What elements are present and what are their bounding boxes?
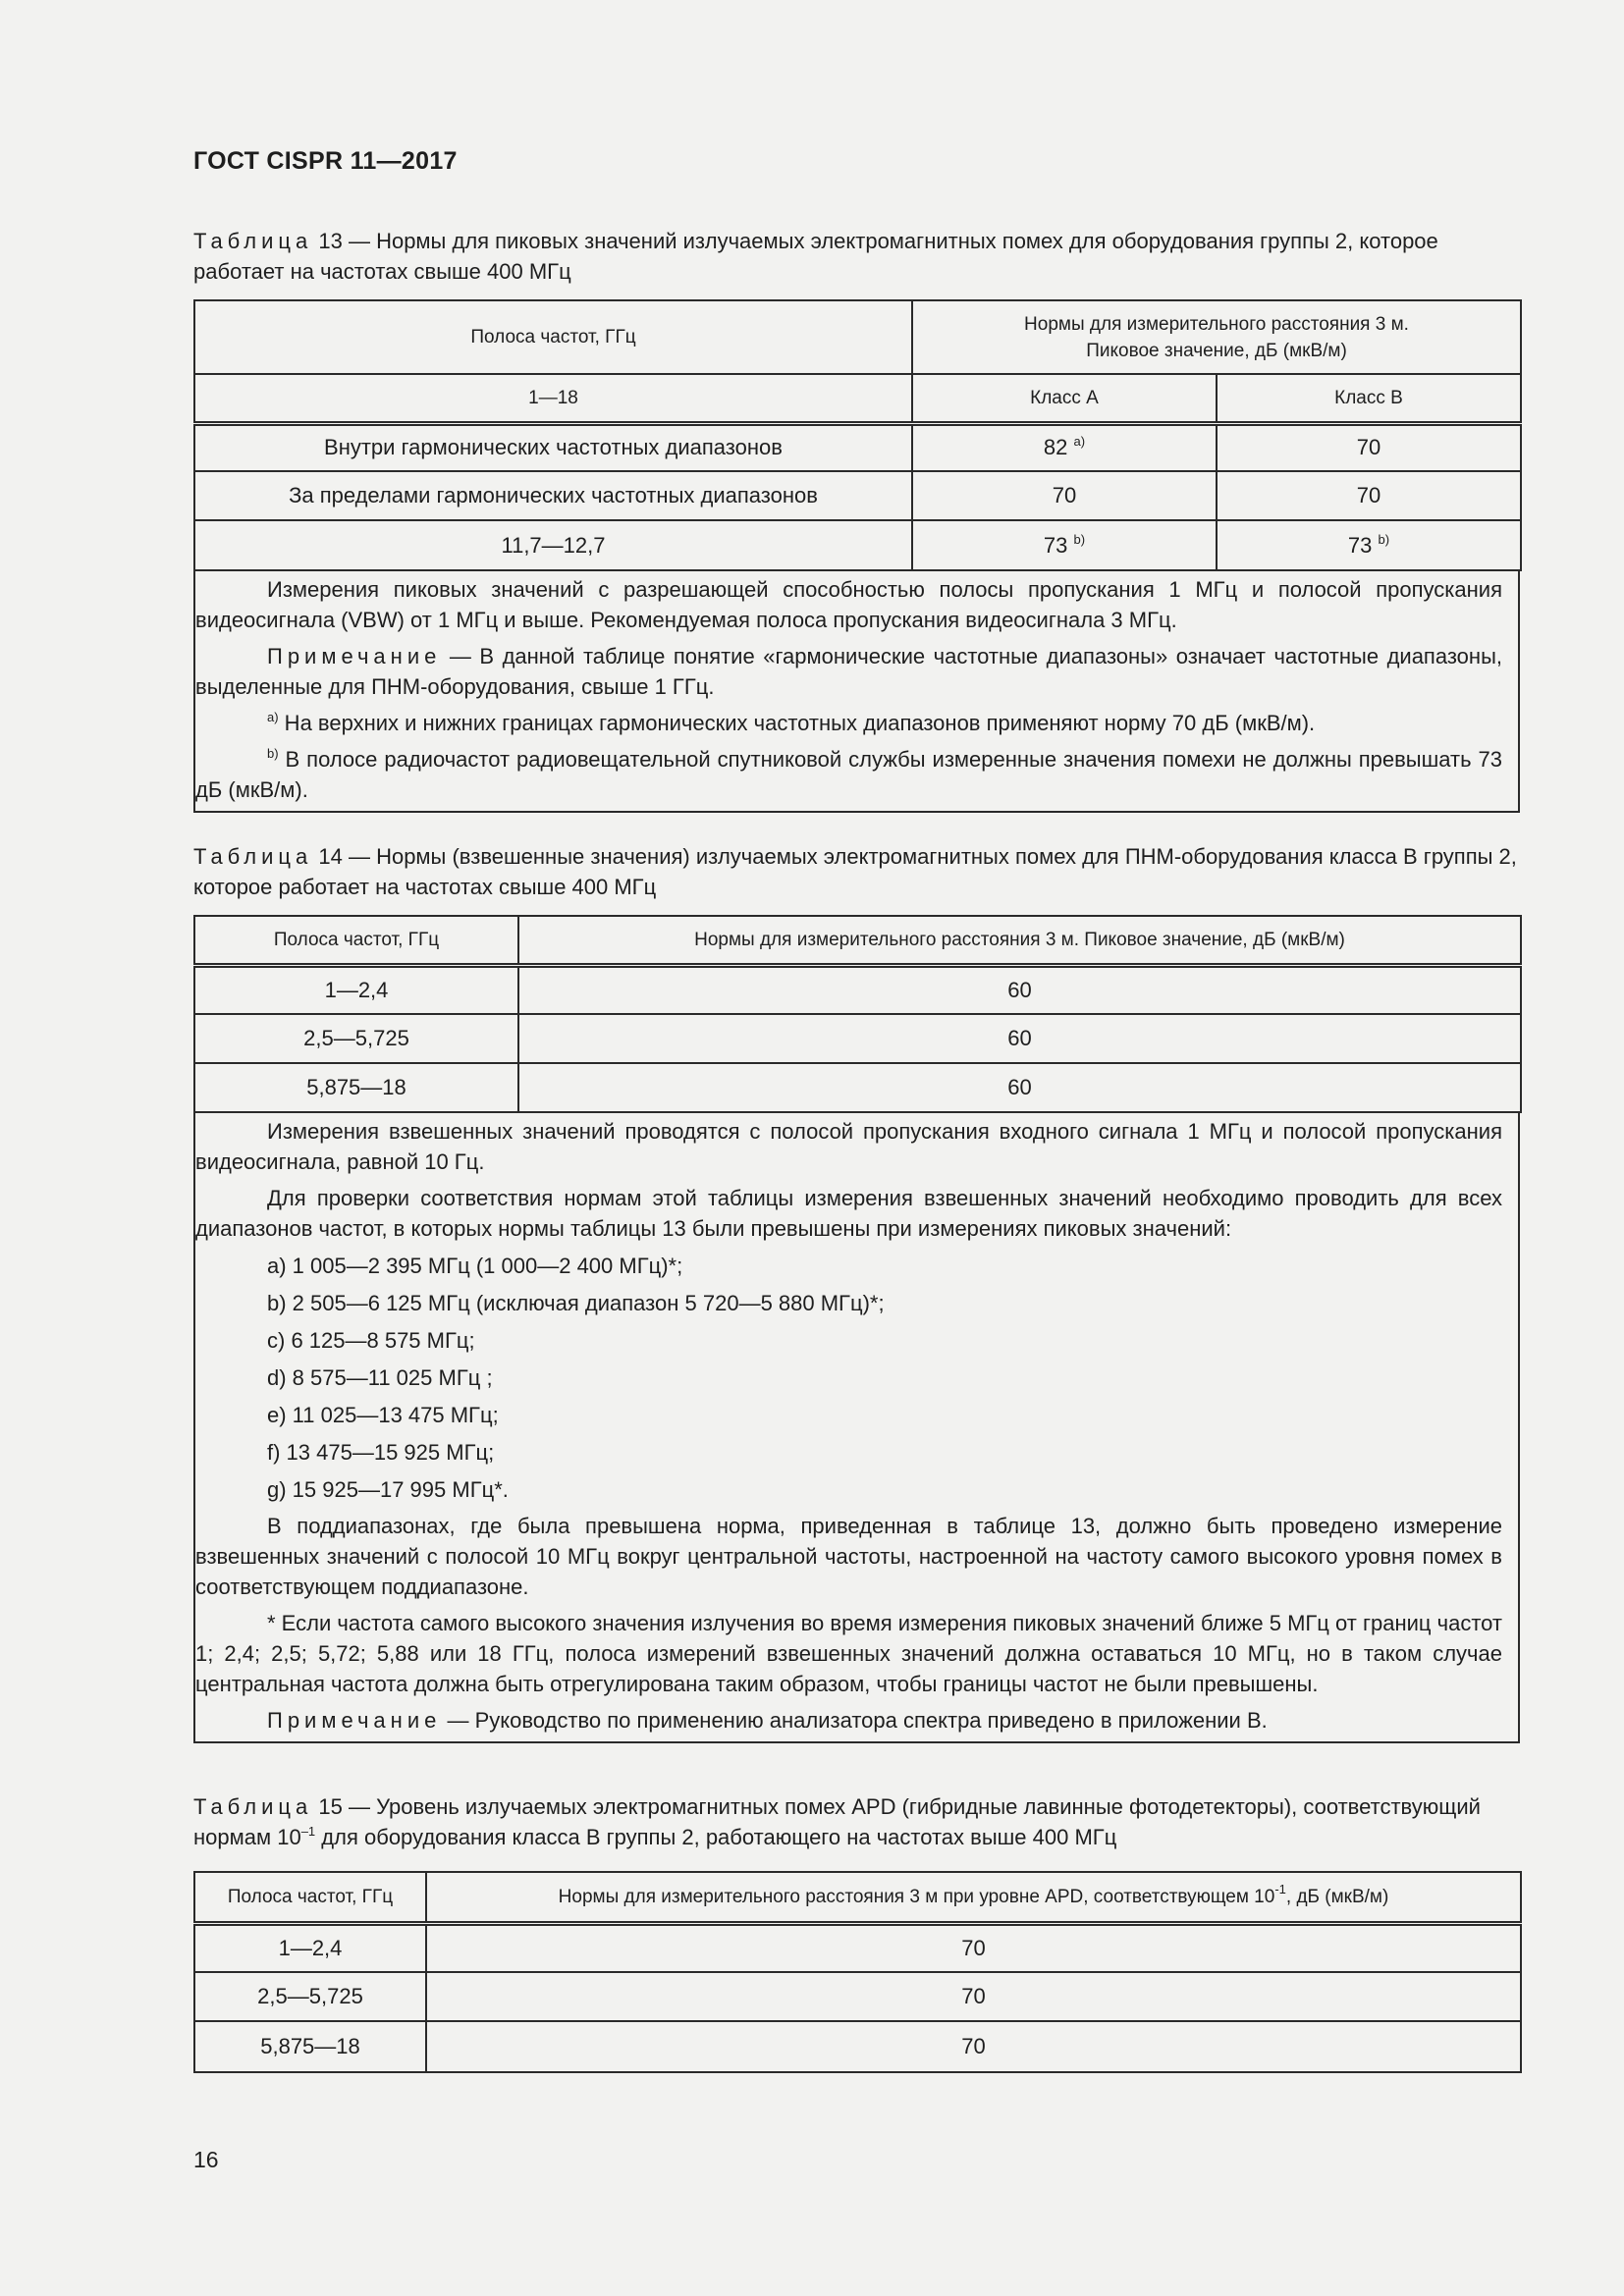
- cell-value: 82: [1043, 435, 1068, 460]
- table-13-class-b: Класс В: [1217, 374, 1521, 423]
- table-15-caption-lead: Таблица: [193, 1794, 313, 1819]
- table-row: [194, 1014, 1521, 1063]
- cell-value: 73: [1347, 532, 1373, 558]
- table-15: [193, 1871, 1522, 2073]
- header-text: Нормы для измерительного расстояния 3 м при уровне APD, соответствующем 10: [558, 1886, 1275, 1907]
- table-14-caption-lead: Таблица: [193, 844, 313, 869]
- table-15-col2-header: [426, 1872, 1521, 1923]
- header-exponent: -1: [1274, 1881, 1286, 1896]
- table-cell-band: 5,875—18: [194, 1063, 518, 1112]
- footnote-mark: b): [267, 746, 279, 761]
- table-13-caption-text: 13 — Нормы для пиковых значений излучаемых электромагнитных помех для оборудования группы 2, которое работает на частотах свыше 400 МГц: [193, 229, 1438, 284]
- table-13-footnote-b: [195, 744, 1502, 805]
- footnote-ref: b): [1378, 531, 1390, 547]
- footnote-text: На верхних и нижних границах гармонических частотных диапазонов применяют норму 70 дБ (мкВ/м).: [278, 711, 1316, 735]
- cell-value: 70: [1356, 435, 1381, 460]
- table-cell-band: 2,5—5,725: [194, 1972, 426, 2021]
- table-13-footnote-a: [195, 708, 1502, 738]
- table-15-caption-text-1: 15 — Уровень излучаемых электромагнитных помех APD (гибридные лавинные фотодетекторы), соответствующий нормам 10: [193, 1794, 1481, 1849]
- table-cell-value: 70: [426, 2021, 1521, 2072]
- table-14-footnote-star: * Если частота самого высокого значения излучения во время измерения пиковых значений ближе 5 МГц от границ частот 1; 2,4; 2,5; 5,72; 5,88 или 18 ГГц, полоса измерений взвешенных значений должна оставаться 10 МГц, но в таком случае центральная частота должна быть отрегулирована таким образом, чтобы границы частот не были превышены.: [195, 1611, 1502, 1696]
- table-cell-value: 70: [426, 1972, 1521, 2021]
- table-cell-label: За пределами гармонических частотных диапазонов: [194, 471, 912, 520]
- footnote-mark: a): [267, 710, 279, 724]
- table-cell-class-b: [1217, 423, 1521, 471]
- table-14-note: [195, 1705, 1502, 1735]
- table-cell-band: 1—2,4: [194, 1923, 426, 1972]
- table-cell-class-a: [912, 471, 1217, 520]
- table-14-note-check: Для проверки соответствия нормам этой таблицы измерения взвешенных значений необходимо проводить для всех диапазонов частот, в которых нормы таблицы 13 были превышены при измерениях пиковых значений:: [195, 1186, 1502, 1241]
- table-cell-class-a: [912, 423, 1217, 471]
- table-14-caption-text: 14 — Нормы (взвешенные значения) излучаемых электромагнитных помех для ПНМ-оборудования класса В группы 2, которое работает на частотах свыше 400 МГц: [193, 844, 1517, 899]
- table-cell-band: 2,5—5,725: [194, 1014, 518, 1063]
- table-cell-band: 1—2,4: [194, 965, 518, 1014]
- list-item: f) 13 475—15 925 МГц;: [267, 1440, 495, 1465]
- note-label: Примечание: [267, 644, 442, 668]
- table-row: [194, 965, 1521, 1014]
- table-15-caption-text-2: для оборудования класса В группы 2, работающего на частотах выше 400 МГц: [315, 1825, 1117, 1849]
- table-13-note: [195, 641, 1502, 702]
- page-number: 16: [193, 2147, 219, 2172]
- list-item: e) 11 025—13 475 МГц;: [267, 1403, 499, 1427]
- list-item: d) 8 575—11 025 МГц ;: [267, 1365, 493, 1390]
- table-13-col2-header: [912, 300, 1521, 374]
- table-15-header-row: [194, 1872, 1521, 1923]
- table-13-class-a: Класс А: [912, 374, 1217, 423]
- table-14-notes: [193, 1111, 1520, 1743]
- footnote-ref: b): [1073, 531, 1086, 547]
- table-cell-value: 60: [518, 965, 1521, 1014]
- table-13-caption: [193, 226, 1519, 287]
- table-14-col1-header: Полоса частот, ГГц: [194, 916, 518, 965]
- footnote-text: В полосе радиочастот радиовещательной спутниковой службы измеренные значения помехи не должны превышать 73 дБ (мкВ/м).: [195, 747, 1502, 802]
- list-item: a) 1 005—2 395 МГц (1 000—2 400 МГц)*;: [267, 1254, 683, 1278]
- table-row: [194, 423, 1521, 471]
- table-13-caption-lead: Таблица: [193, 229, 313, 253]
- table-13-header-row: [194, 300, 1521, 374]
- table-15-caption: [193, 1791, 1519, 1852]
- table-cell-value: 70: [426, 1923, 1521, 1972]
- list-item: b) 2 505—6 125 МГц (исключая диапазон 5 720—5 880 МГц)*;: [267, 1291, 885, 1315]
- table-13-notes: [193, 569, 1520, 813]
- table-14-caption: [193, 841, 1519, 902]
- table-cell-class-a: [912, 520, 1217, 570]
- table-cell-class-b: [1217, 520, 1521, 570]
- table-row: [194, 1923, 1521, 1972]
- table-13-col2-header-line1: Нормы для измерительного расстояния 3 м.: [1024, 313, 1409, 335]
- table-row: [194, 2021, 1521, 2072]
- table-13-subheader-row: [194, 374, 1521, 423]
- cell-value: 70: [1052, 483, 1077, 507]
- document-header: ГОСТ CISPR 11—2017: [193, 147, 458, 175]
- table-15-caption-exponent: –1: [300, 1824, 316, 1839]
- cell-value: 70: [1356, 483, 1381, 507]
- list-item: c) 6 125—8 575 МГц;: [267, 1328, 475, 1353]
- table-row: [194, 471, 1521, 520]
- table-14-col2-header: Нормы для измерительного расстояния 3 м. Пиковое значение, дБ (мкВ/м): [518, 916, 1521, 965]
- table-14-note-measurement: Измерения взвешенных значений проводятся с полосой пропускания входного сигнала 1 МГц и полосой пропускания видеосигнала, равной 10 Гц.: [195, 1119, 1502, 1174]
- cell-value: 73: [1043, 532, 1068, 558]
- table-cell-class-b: [1217, 471, 1521, 520]
- table-15-col1-header: Полоса частот, ГГц: [194, 1872, 426, 1923]
- header-text: , дБ (мкВ/м): [1285, 1886, 1389, 1907]
- table-13-col1-header: Полоса частот, ГГц: [194, 300, 912, 374]
- table-cell-value: 60: [518, 1063, 1521, 1112]
- note-text: — Руководство по применению анализатора спектра приведено в приложении В.: [441, 1708, 1268, 1733]
- table-row: [194, 520, 1521, 570]
- table-13: [193, 299, 1522, 571]
- table-14-note-subranges: В поддиапазонах, где была превышена норма, приведенная в таблице 13, должно быть проведено измерение взвешенных значений с полосой 10 МГц вокруг центральной частоты, настроенной на частоту самого высокого уровня помех в соответствующем поддиапазоне.: [195, 1514, 1502, 1599]
- table-13-col2-header-line2: Пиковое значение, дБ (мкВ/м): [1086, 340, 1347, 361]
- note-label: Примечание: [267, 1708, 442, 1733]
- table-14-header-row: [194, 916, 1521, 965]
- table-cell-label: 11,7—12,7: [194, 520, 912, 570]
- table-cell-band: 5,875—18: [194, 2021, 426, 2072]
- list-item: g) 15 925—17 995 МГц*.: [267, 1477, 509, 1502]
- table-row: [194, 1063, 1521, 1112]
- table-13-range: 1—18: [194, 374, 912, 423]
- table-cell-label: Внутри гармонических частотных диапазонов: [194, 423, 912, 471]
- table-row: [194, 1972, 1521, 2021]
- table-13-note-measurement: Измерения пиковых значений с разрешающей способностью полосы пропускания 1 МГц и полосой пропускания видеосигнала (VBW) от 1 МГц и выше. Рекомендуемая полоса пропускания видеосигнала 3 МГц.: [195, 577, 1502, 632]
- table-14: [193, 915, 1522, 1113]
- note-text: — В данной таблице понятие «гармонические частотные диапазоны» означает частотные диапазоны, выделенные для ПНМ-оборудования, свыше 1 ГГц.: [195, 644, 1502, 699]
- table-cell-value: 60: [518, 1014, 1521, 1063]
- footnote-ref: a): [1073, 434, 1086, 450]
